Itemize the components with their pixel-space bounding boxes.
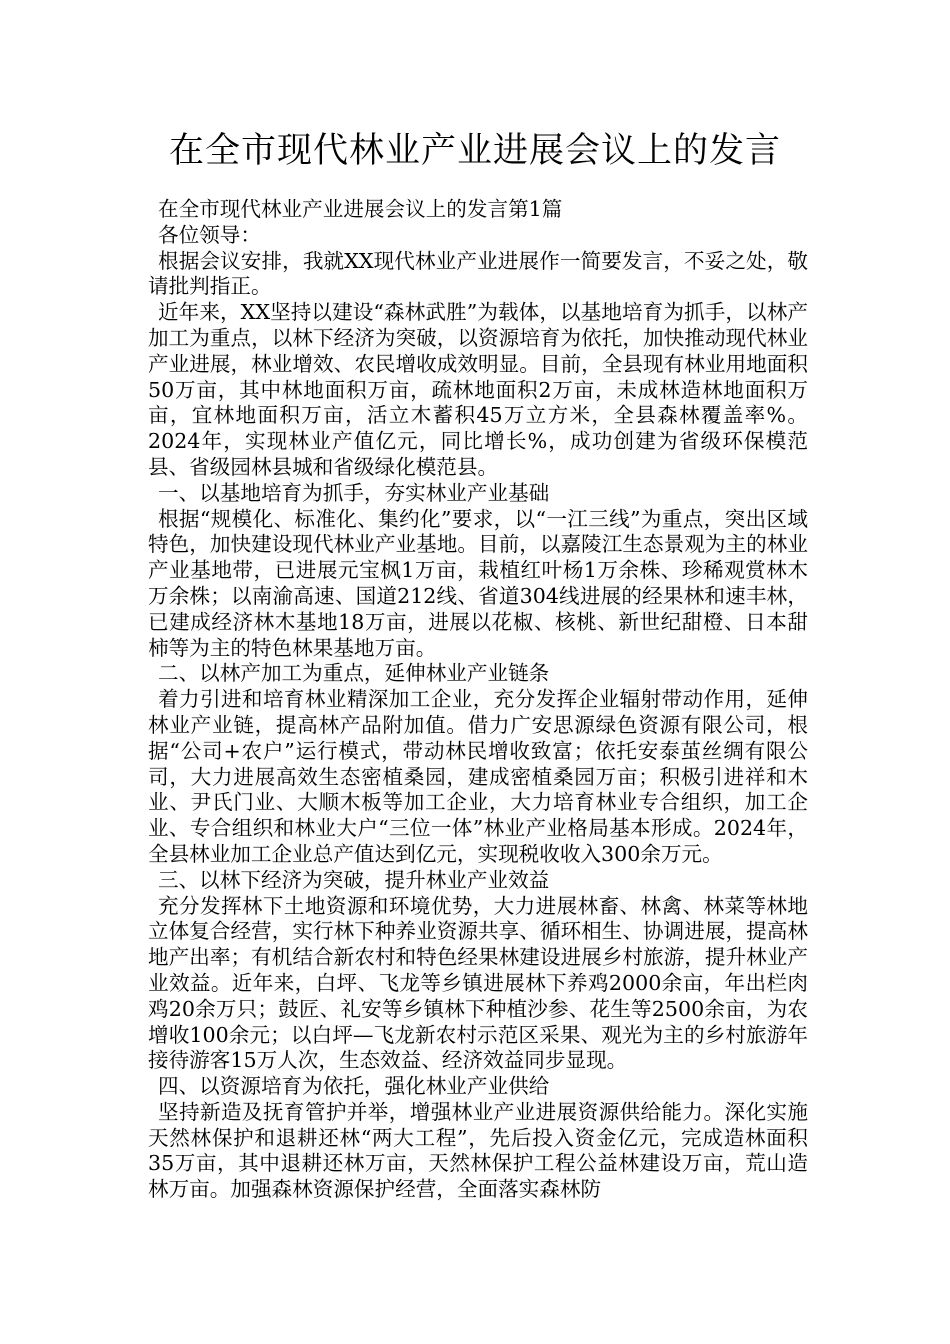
section-heading-2: 二、以林产加工为重点，延伸林业产业链条 [158, 661, 550, 686]
section-body-4: 坚持新造及抚育管护并举，增强林业产业进展资源供给能力。深化实施天然林保护和退耕还林“两大工程”，先后投入资金亿元，完成造林面积35万亩，其中退耕还林万亩，天然林保护工程公益林建设万亩，荒山造林万亩。加强森林资源保护经营，全面落实森林防 [148, 1099, 808, 1202]
section-body-2: 着力引进和培育林业精深加工企业，充分发挥企业辐射带动作用，延伸林业产业链，提高林产品附加值。借力广安思源绿色资源有限公司，根据“公司+农户”运行模式，带动林民增收致富；依托安泰茧丝绸有限公司，大力进展高效生态密植桑园，建成密植桑园万亩；积极引进祥和木业、尹氏门业、大顺木板等加工企业，大力培育林业专合组织，加工企业、专合组织和林业大户“三位一体”林业产业格局基本形成。2024年，全县林业加工企业总产值达到亿元，实现税收收入300余万元。 [148, 687, 808, 866]
section-body-1: 根据“规模化、标准化、集约化”要求，以“一江三线”为重点，突出区域特色，加快建设现代林业产业基地。目前，以嘉陵江生态景观为主的林业产业基地带，已进展元宝枫1万亩，栽植红叶杨1万余株、珍稀观赏林木万余株；以南渝高速、国道212线、省道304线进展的经果林和速丰林，已建成经济林木基地18万亩，进展以花椒、核桃、新世纪甜橙、日本甜柿等为主的特色林果基地万亩。 [148, 506, 808, 660]
salutation: 各位领导： [158, 222, 261, 247]
intro-paragraph: 根据会议安排，我就XX现代林业产业进展作一简要发言，不妥之处，敬请批判指正。 [148, 248, 808, 299]
section-heading-3: 三、以林下经济为突破，提升林业产业效益 [158, 867, 550, 892]
overview-paragraph: 近年来，XX坚持以建设“森林武胜”为载体，以基地培育为抓手，以林产加工为重点，以林下经济为突破，以资源培育为依托，加快推动现代林业产业进展，林业增效、农民增收成效明显。目前，全县现有林业用地面积50万亩，其中林地面积万亩，疏林地面积2万亩，未成林造林地面积万亩，宜林地面积万亩，活立木蓄积45万立方米，全县森林覆盖率%。2024年，实现林业产值亿元，同比增长%，成功创建为省级环保模范县、省级园林县城和省级绿化模范县。 [148, 300, 808, 479]
section-heading-1: 一、以基地培育为抓手，夯实林业产业基础 [158, 480, 550, 505]
section-heading-4: 四、以资源培育为依托，强化林业产业供给 [158, 1074, 550, 1099]
document-body [148, 197, 808, 1203]
section-body-3: 充分发挥林下土地资源和环境优势，大力进展林畜、林禽、林菜等林地立体复合经营，实行林下种养业资源共享、循环相生、协调进展，提高林地产出率；有机结合新农村和特色经果林建设进展乡村旅游，提升林业产业效益。近年来，白坪、飞龙等乡镇进展林下养鸡2000余亩，年出栏肉鸡20余万只；鼓匠、礼安等乡镇林下种植沙参、花生等2500余亩，为农增收100余元；以白坪—飞龙新农村示范区采果、观光为主的乡村旅游年接待游客15万人次，生态效益、经济效益同步显现。 [148, 893, 808, 1073]
document-subtitle: 在全市现代林业产业进展会议上的发言第1篇 [158, 197, 563, 221]
document-title: 在全市现代林业产业进展会议上的发言 [168, 131, 781, 171]
